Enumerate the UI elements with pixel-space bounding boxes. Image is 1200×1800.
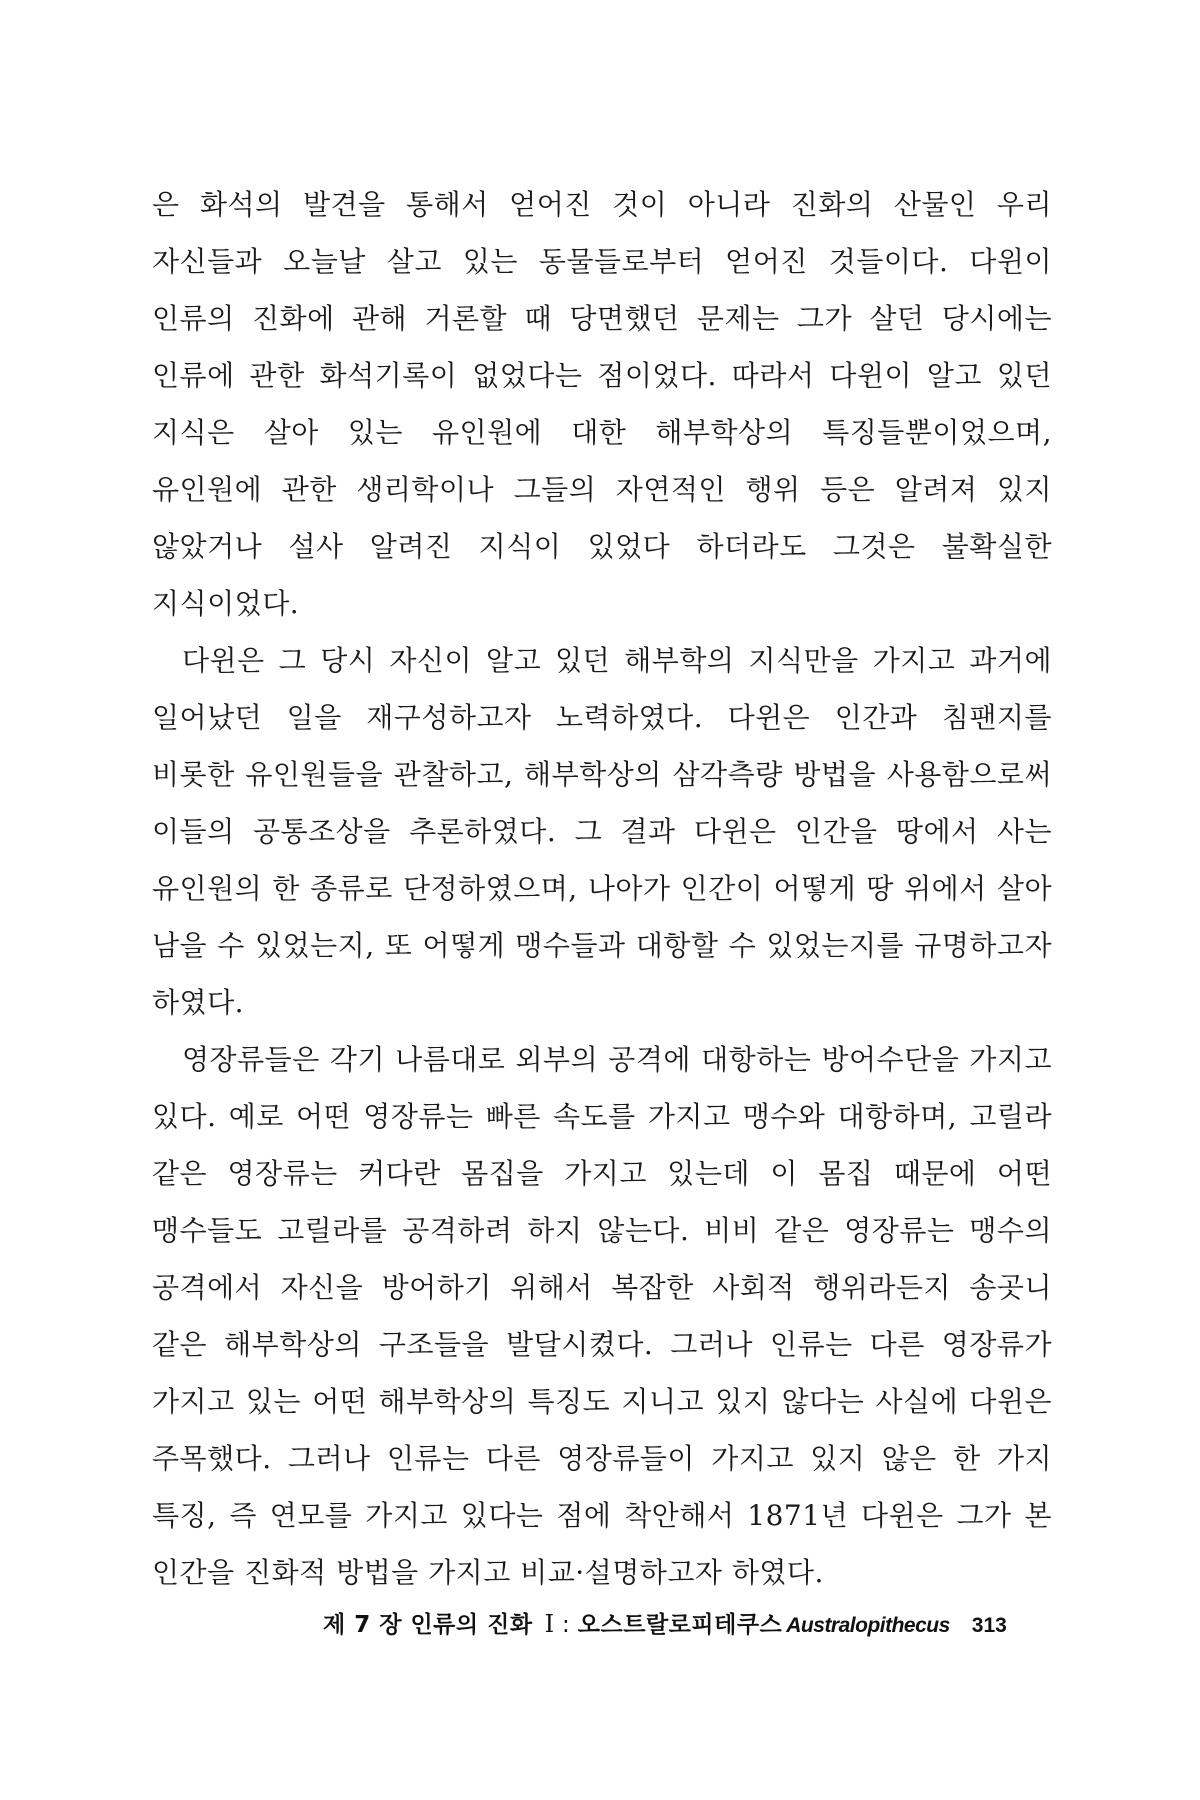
paragraph-2: 다윈은 그 당시 자신이 알고 있던 해부학의 지식만을 가지고 과거에 일어났던 일을 재구성하고자 노력하였다. 다윈은 인간과 침팬지를 비롯한 유인원들을 관찰하고, 해부학상의 삼각측량 방법을 사용함으로써 이들의 공통조상을 추론하였다. 그 결과 다윈은 인간을 땅에서 사는 유인원의 한 종류로 단정하였으며, 나아가 인간이 어떻게 땅 위에서 살아 남을 수 있었는지, 또 어떻게 맹수들과 대항할 수 있었는지를 규명하고자 하였다. xyxy=(152,644,1052,1019)
footer-colon: : xyxy=(562,1612,570,1638)
body-text xyxy=(152,176,1052,1601)
paragraph-1: 은 화석의 발견을 통해서 얻어진 것이 아니라 진화의 산물인 우리 자신들과 오늘날 살고 있는 동물들로부터 얻어진 것들이다. 다윈이 인류의 진화에 관해 거론할 때 당면했던 문제는 그가 살던 당시에는 인류에 관한 화석기록이 없었다는 점이었다. 따라서 다윈이 알고 있던 지식은 살아 있는 유인원에 대한 해부학상의 특징들뿐이었으며, 유인원에 관한 생리학이나 그들의 자연적인 행위 등은 알려져 있지 않았거나 설사 알려진 지식이 있었다 하더라도 그것은 불확실한 지식이었다. xyxy=(152,188,1052,620)
page-number: 313 xyxy=(971,1614,1007,1637)
paragraph-3: 영장류들은 각기 나름대로 외부의 공격에 대항하는 방어수단을 가지고 있다. 예로 어떤 영장류는 빠른 속도를 가지고 맹수와 대항하며, 고릴라 같은 영장류는 커다란 몸집을 가지고 있는데 이 몸집 때문에 어떤 맹수들도 고릴라를 공격하려 하지 않는다. 비비 같은 영장류는 맹수의 공격에서 자신을 방어하기 위해서 복잡한 사회적 행위라든지 송곳니 같은 해부학상의 구조들을 발달시켰다. 그러나 인류는 다른 영장류가 가지고 있는 어떤 해부학상의 특징도 지니고 있지 않다는 사실에 다윈은 주목했다. 그러나 인류는 다른 영장류들이 가지고 있지 않은 한 가지 특징, 즉 연모를 가지고 있다는 점에 착안해서 1871년 다윈은 그가 본 인간을 진화적 방법을 가지고 비교·설명하고자 하였다. xyxy=(152,1043,1052,1589)
footer-chapter: 제 7 장 인류의 진화 xyxy=(323,1612,533,1638)
running-footer xyxy=(323,1606,1053,1646)
footer-part-numeral: Ⅰ xyxy=(544,1610,555,1638)
footer-latin-title: Australopithecus xyxy=(786,1614,950,1637)
footer-korean-title: 오스트랄로피테쿠스 xyxy=(577,1612,783,1638)
